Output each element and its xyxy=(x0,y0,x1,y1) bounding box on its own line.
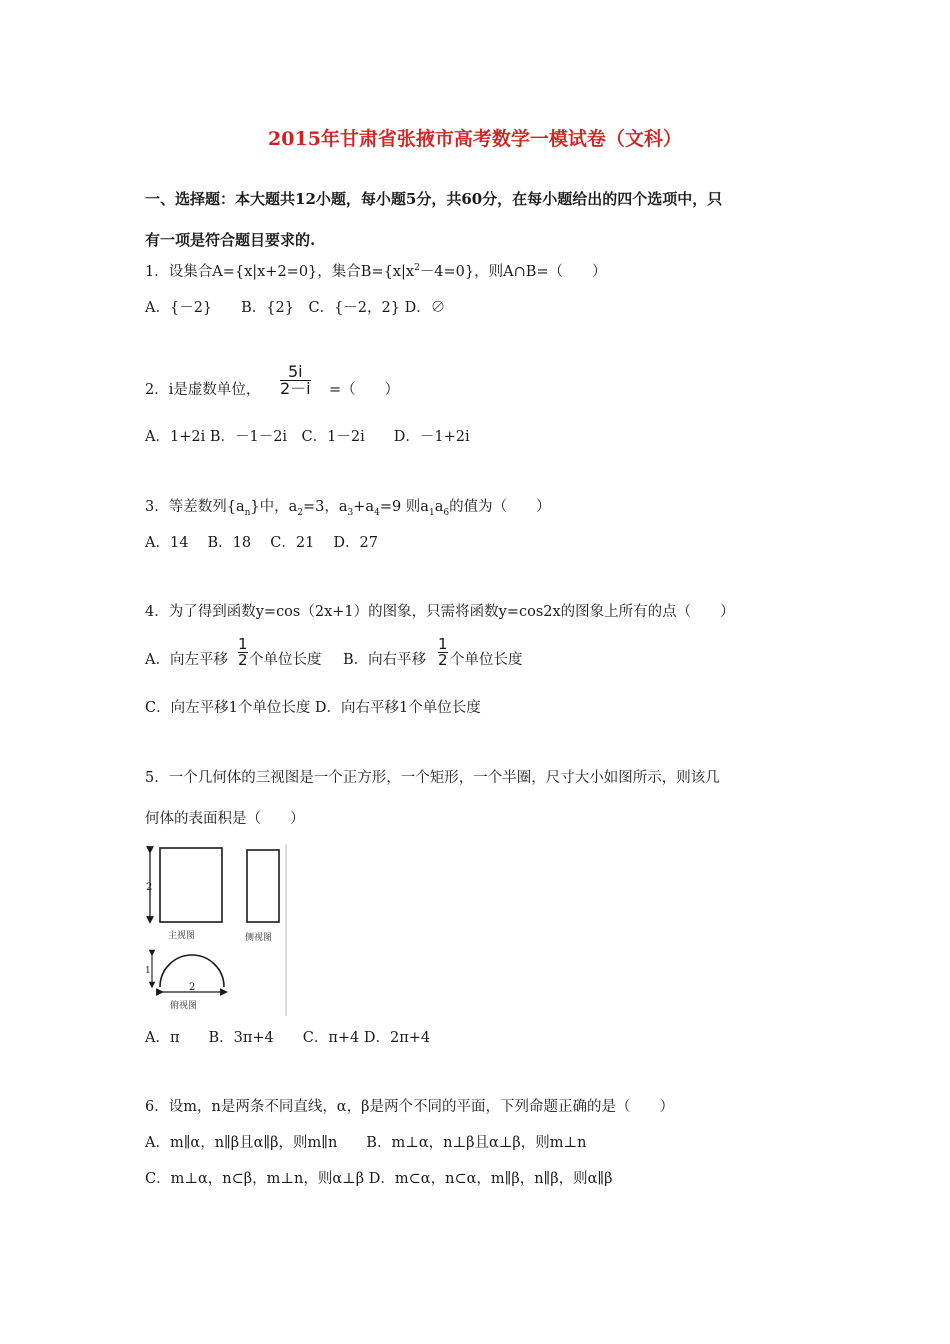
q2-fraction-numerator: 5i xyxy=(280,364,311,381)
q4-option-b-prefix: B．向右平移 xyxy=(343,652,427,668)
q1-options: A．{－2} B．{2} C．{－2，2} D．∅ xyxy=(145,300,446,316)
q4-option-b-suffix: 个单位长度 xyxy=(450,652,523,668)
exam-title: 2015年甘肃省张掖市高考数学一模试卷（文科） xyxy=(268,128,682,150)
side-view-label: 侧视图 xyxy=(245,933,273,943)
q2-options: A．1+2i B．－1－2i C．1－2i D．－1+2i xyxy=(145,429,470,445)
q6-options-cd: C．m⊥α，n⊂β，m⊥n，则α⊥β D．m⊂α，n⊂α，m∥β，n∥β，则α∥β xyxy=(145,1171,613,1187)
front-view-square xyxy=(160,848,222,922)
section-heading-line1: 一、选择题：本大题共12小题，每小题5分，共60分，在每小题给出的四个选项中，只 xyxy=(145,190,723,208)
q3-options: A．14 B．18 C．21 D．27 xyxy=(145,535,378,551)
q4-stem: 4．为了得到函数y=cos（2x+1）的图象，只需将函数y=cos2x的图象上所有的点（ ） xyxy=(145,604,735,620)
q5-stem-line1: 5．一个几何体的三视图是一个正方形，一个矩形，一个半圈，尺寸大小如图所示，则该几 xyxy=(145,770,720,786)
q4-option-a-suffix: 个单位长度 xyxy=(249,652,322,668)
q5-stem-line2: 何体的表面积是（ ） xyxy=(145,811,305,827)
q2-stem-prefix: 2．i是虚数单位， xyxy=(145,382,261,398)
q5-options: A．π B．3π+4 C．π+4 D．2π+4 xyxy=(145,1030,431,1046)
top-view-height-dimension: 1 xyxy=(145,966,151,976)
three-view-figure xyxy=(140,840,300,1020)
q4-option-a-fraction: $\frac{1}{2}$ xyxy=(238,635,248,669)
q6-stem: 6．设m，n是两条不同直线，α，β是两个不同的平面，下列命题正确的是（ ） xyxy=(145,1099,674,1115)
q1-stem: 1．设集合A={x|x+2=0}，集合$B=\{x|x^2-4=0\}$，则A∩B=（ ） xyxy=(145,263,607,280)
section-heading-line2: 有一项是符合题目要求的. xyxy=(145,231,316,249)
q4-option-a-prefix: A．向左平移 xyxy=(145,652,228,668)
side-view-rectangle xyxy=(247,850,279,922)
q2-fraction-denominator: 2－i xyxy=(280,379,311,398)
q6-options-ab: A．m∥α，n∥β且α∥β，则m∥n B．m⊥α，n⊥β且α⊥β，则m⊥n xyxy=(145,1135,587,1151)
top-view-label: 俯视图 xyxy=(170,1001,198,1011)
front-view-dimension: 2 xyxy=(146,882,153,893)
q2-stem-suffix: =（ ） xyxy=(329,382,400,398)
q4-option-b-fraction: $\frac{1}{2}$ xyxy=(438,635,448,669)
q3-stem: 3．等差数列$\{a_n\}$中，$a_2=3$，$a_3+a_4=9$ 则$a_1a_6$的值为（ ） xyxy=(145,499,551,518)
front-view-label: 主视图 xyxy=(168,931,196,941)
top-view-width-dimension: 2 xyxy=(189,982,196,993)
q4-options-cd: C．向左平移1个单位长度 D．向右平移1个单位长度 xyxy=(145,700,481,716)
q2-fraction xyxy=(280,364,311,397)
